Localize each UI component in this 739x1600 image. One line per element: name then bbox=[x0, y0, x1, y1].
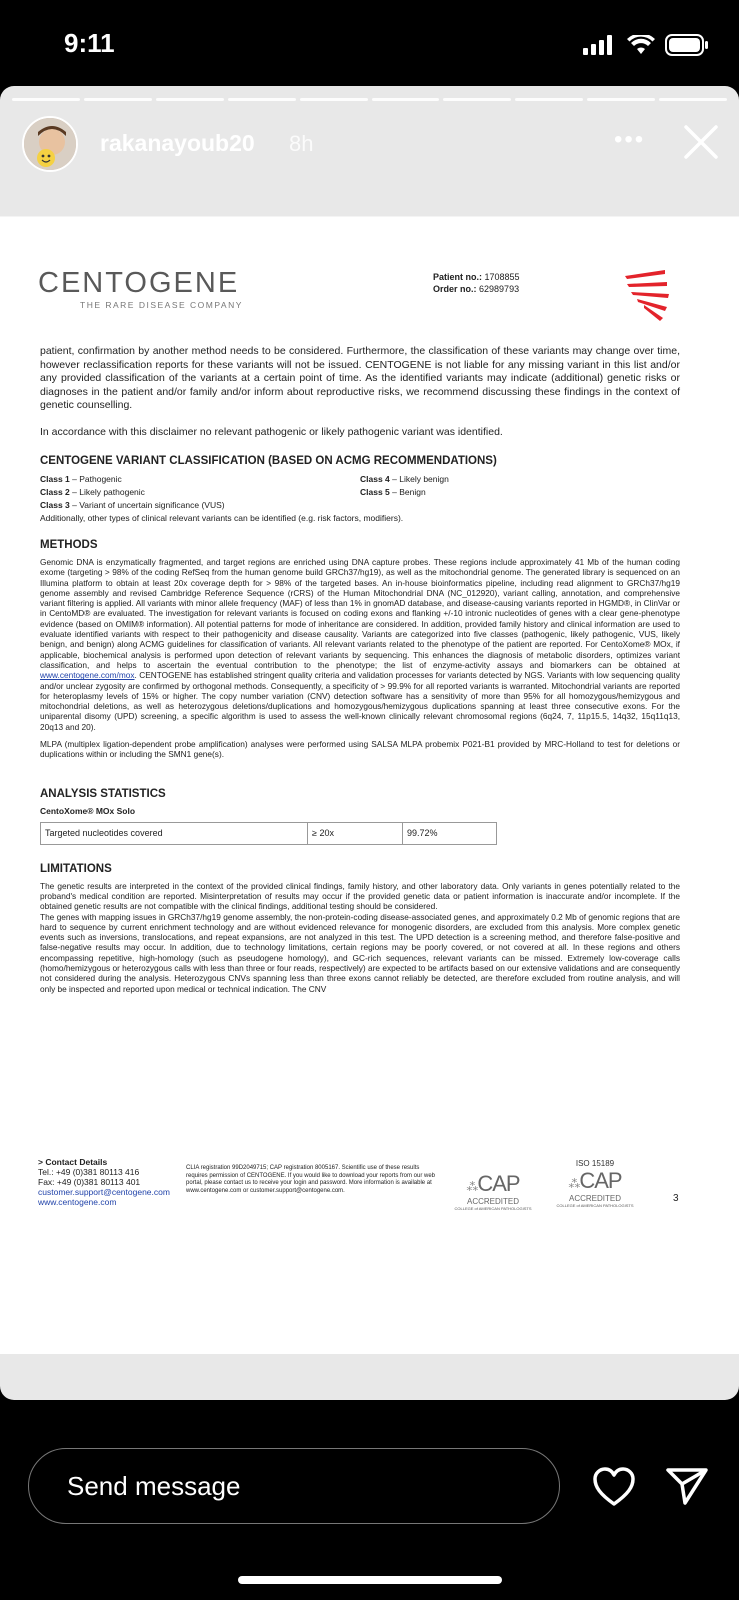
methods-paragraph: Genomic DNA is enzymatically fragmented, and target regions are enriched using DNA capture probes. These regions include approximately 41 Mb of the human coding exome (targeting > 98% of the coding RefSeq from the human genome build GRCh37/hg19), as well as the mitochondrial genome. The generated library is sequenced on an Illumina platform to obtain at least 20x coverage depth for > 98% of the targeted bases. An in-house bioinformatics pipeline, including read alignment to GRCh37/hg19 genome assembly and revised Cambridge Reference Sequence (rCRS) of the Human Mitochondrial DNA (NC_012920), variant calling, annotation, and comprehensive variant filtering is applied. All variants with minor allele frequency (MAF) of less than 1% in gnomAD database, and disease-causing variants reported in HGMD®, in ClinVar or in CentoMD® are evaluated. The investigation for relevant variants is focused on coding exons and flanking +/-10 intronic nucleotides of genes with a clear gene-phenotype evidence (based on OMIM® information). All potential patterns for mode of inheritance are considered. In addition, provided family history and clinical information are used to evaluate identified variants with respect to their pathogenicity and disease causality. Variants are categorized into five classes (pathogenic, likely pathogenic, VUS, likely benign, and benign) along ACMG guidelines for classification of variants. All relevant variants related to the phenotype of the patient are reported. For CentoXome® MOx, if applicable, biochemical analysis is performed upon detection of relevant variants by sequencing. This enhances the diagnosis of metabolic disorders, optimizes variant classification, and helps to ascertain the eventual contribution to the phenotype; the list of enzyme-activity assays and biomarkers can be obtained at www.centogene.com/mox. CENTOGENE has established stringent quality criteria and validation processes for variants detected by NGS. Variants with low sequencing quality and/or unclear zygosity are confirmed by orthogonal methods. Consequently, a specificity of > 99.9% for all reported variants is warranted. Mitochondrial variants are reported for heteroplasmy levels of 15% or higher. The copy number variation (CNV) detection software has a sensitivity of more than 95% for all homozygous/hemizygous and mitochondrial deletions, as well as heterozygous deletions/duplications and homozygous/hemizygous duplications spanning at least three consecutive exons. For the uniparental disomy (UPD) screening, a specific algorithm is used to assess the well-known clinically relevant chromosomal regions (6q24, 7, 11p15.5, 14q32, 15q11q13, 20q13 and 20). bbox=[40, 557, 680, 732]
progress-segment bbox=[300, 98, 368, 101]
report-body bbox=[40, 345, 680, 994]
page-number: 3 bbox=[673, 1193, 679, 1204]
progress-segment bbox=[84, 98, 152, 101]
order-number: 62989793 bbox=[479, 284, 520, 294]
intro-paragraph: patient, confirmation by another method needs to be considered. Furthermore, the classification of these variants may change over time, however reclassification reports for these variants will not be issued. CENTOGENE is not liable for any missing variant in this list and/or any provided classification of the variants at a certain point of time. As the identified variants may indicate (additional) genetic risks or diagnoses in the patient and/or family and/or inform about reproductive risks, we recommend discussing these findings in the context of genetic counselling. bbox=[40, 345, 680, 411]
iso-text: ISO 15189 bbox=[575, 1159, 615, 1168]
accredited-text: ACCREDITED bbox=[466, 1197, 519, 1206]
patient-label: Patient no.: bbox=[433, 272, 482, 282]
classes-note: Additionally, other types of clinical relevant variants can be identified (e.g. risk factors, modifiers). bbox=[40, 513, 404, 523]
contact-tel: Tel.: +49 (0)381 80113 416 bbox=[38, 1167, 140, 1177]
cap-accredited-badge: ⁂CAP ACCREDITED COLLEGE of AMERICAN PATHOLOGISTS bbox=[448, 1171, 538, 1211]
logo-wordmark: CENTOGENE bbox=[38, 267, 240, 299]
patient-info bbox=[433, 271, 520, 295]
stats-heading: ANALYSIS STATISTICS bbox=[40, 787, 166, 800]
status-icons bbox=[583, 34, 709, 56]
stats-value: 99.72% bbox=[403, 822, 497, 844]
send-icon[interactable] bbox=[665, 1466, 709, 1506]
centogene-brandmark-icon bbox=[625, 270, 671, 322]
progress-segment bbox=[443, 98, 511, 101]
story-time: 8h bbox=[289, 131, 314, 156]
class-item: Class 5 – Benign bbox=[360, 487, 426, 497]
avatar[interactable] bbox=[22, 116, 78, 172]
story-card[interactable] bbox=[0, 86, 739, 1400]
progress-segment bbox=[587, 98, 655, 101]
status-bar bbox=[0, 0, 739, 86]
contact-heading: > Contact Details bbox=[38, 1157, 108, 1167]
mox-link[interactable]: www.centogene.com/mox bbox=[40, 670, 135, 681]
report-page bbox=[0, 216, 739, 1354]
contact-web[interactable]: www.centogene.com bbox=[38, 1197, 117, 1207]
mlpa-paragraph: MLPA (multiplex ligation-dependent probe amplification) analyses were performed using SALSA MLPA probemix P021-B1 provided by MRC-Holland to test for deletions or duplications within or including the SMN1 gene(s). bbox=[40, 739, 680, 760]
disclaimer-text: In accordance with this disclaimer no relevant pathogenic or likely pathogenic variant was identified. bbox=[40, 425, 503, 438]
table-row bbox=[41, 822, 497, 844]
centogene-logo bbox=[38, 267, 243, 310]
methods-heading: METHODS bbox=[40, 539, 98, 551]
patient-number: 1708855 bbox=[484, 272, 520, 282]
limitations-paragraph-1: The genetic results are interpreted in the context of the provided clinical findings, family history, and other laboratory data. Only variants in genes potentially related to the proband's medical condition are reported. Misinterpretation of results may occur if the provided genetic data or patient information is inaccurate and/or incomplete. If the obtained genetic results are not compatible with the clinical findings, additional testing should be considered. bbox=[40, 880, 680, 912]
progress-segment bbox=[659, 98, 727, 101]
stats-table bbox=[40, 822, 497, 845]
home-indicator[interactable] bbox=[238, 1576, 502, 1584]
limitations-paragraph-2: The genes with mapping issues in GRCh37/hg19 genome assembly, the non-protein-coding disease-associated genes, and approximately 0.2 Mb of genomic regions that are hard to sequence by current enrichment technology and are without evidenced relevance for monogenic disorders, are excluded from this analysis. More complex genetic events such as inversions, translocations, and repeat expansions, are not analyzed in this test. The UPD detection is a screening method, and therefore false-positive and false-negative results may occur. In addition, due to technology limitations, certain regions may be poorly covered, or not covered at all. In these regions and others encompassing repetitive, high-homology (such as pseudogene homology), and GC-rich sequences, relevant variants can be missed. Extremely low-coverage calls (homo/hemizygous or heterozygous calls with less than three or four reads, respectively) are expected to be artifacts based on our extensive validations and are consequently not considered during the analysis. Heterozygous CNVs spanning less than three exons cannot reliably be detected, are therefore excluded from routine analysis, and will only be inspected and reported upon medical or technical indication. The CNV bbox=[40, 911, 680, 994]
class-item: Class 3 – Variant of uncertain significance (VUS) bbox=[40, 500, 225, 510]
progress-segment bbox=[228, 98, 296, 101]
battery-icon bbox=[665, 34, 709, 56]
order-label: Order no.: bbox=[433, 284, 477, 294]
story-username[interactable]: rakanayoub20 bbox=[100, 130, 255, 156]
progress-segment bbox=[515, 98, 583, 101]
story-progress bbox=[12, 98, 727, 101]
clia-notice: CLIA registration 99D2049715; CAP registration 8005167. Scientific use of these results requires permission of CENTOGENE. If you would like to download your reports from our web portal, please contact us to receive your login and password. More information is available at www.centogene.com or customer.support@centogene.com. bbox=[186, 1165, 435, 1194]
contact-email[interactable]: customer.support@centogene.com bbox=[38, 1187, 170, 1197]
more-options-icon[interactable]: ••• bbox=[614, 126, 646, 153]
close-icon[interactable] bbox=[683, 124, 719, 160]
stats-depth: ≥ 20x bbox=[308, 822, 403, 844]
wifi-icon bbox=[627, 35, 655, 55]
classification-heading: CENTOGENE VARIANT CLASSIFICATION (BASED ON ACMG RECOMMENDATIONS) bbox=[40, 455, 497, 467]
cap-subtext: COLLEGE of AMERICAN PATHOLOGISTS bbox=[454, 1206, 532, 1211]
class-item: Class 4 – Likely benign bbox=[360, 474, 449, 484]
cap-text: CAP bbox=[477, 1171, 520, 1196]
stats-subheading: CentoXome® MOx Solo bbox=[40, 805, 136, 816]
progress-segment bbox=[12, 98, 80, 101]
send-message-placeholder: Send message bbox=[67, 1471, 241, 1501]
limitations-heading: LIMITATIONS bbox=[40, 862, 112, 875]
class-item: Class 1 – Pathogenic bbox=[40, 474, 122, 484]
class-list bbox=[40, 473, 680, 512]
send-message-input[interactable] bbox=[28, 1448, 560, 1524]
progress-segment bbox=[156, 98, 224, 101]
contact-details bbox=[38, 1157, 170, 1207]
iso-cap-badge: ISO 15189 ⁂CAP ACCREDITED COLLEGE of AMERICAN PATHOLOGISTS bbox=[550, 1159, 640, 1208]
progress-segment bbox=[372, 98, 440, 101]
heart-icon[interactable] bbox=[592, 1466, 636, 1508]
signal-icon bbox=[583, 35, 617, 55]
logo-tagline: THE RARE DISEASE COMPANY bbox=[80, 300, 243, 310]
stats-label: Targeted nucleotides covered bbox=[41, 822, 308, 844]
class-item: Class 2 – Likely pathogenic bbox=[40, 487, 145, 497]
contact-fax: Fax: +49 (0)381 80113 401 bbox=[38, 1177, 141, 1187]
clock: 9:11 bbox=[64, 28, 115, 58]
report-footer bbox=[38, 1157, 698, 1237]
